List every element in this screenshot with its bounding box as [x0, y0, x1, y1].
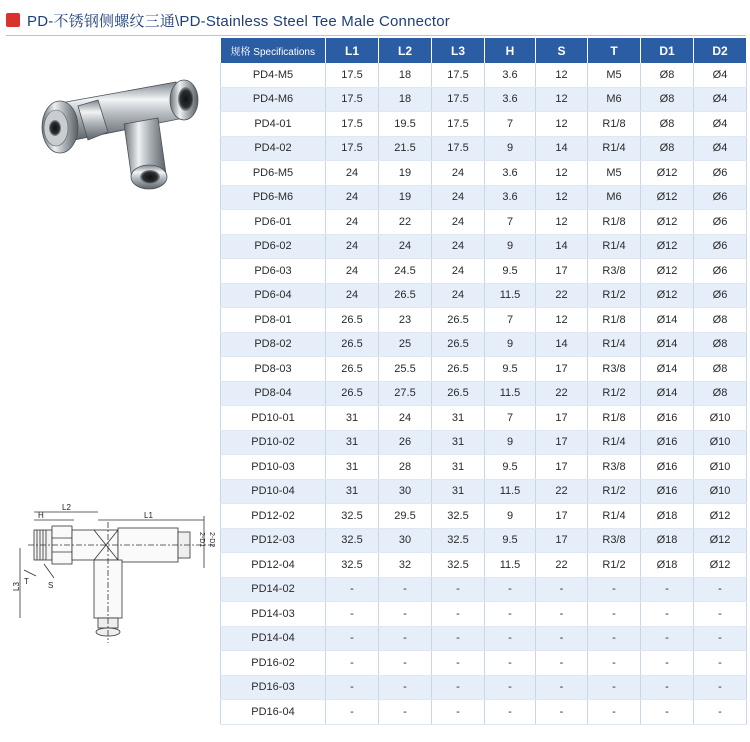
column-header: D2 [694, 38, 747, 63]
table-row [221, 479, 747, 504]
spec-value-cell: 24 [326, 161, 379, 186]
table-row [221, 553, 747, 578]
dim-l3-label: L3 [12, 582, 21, 591]
spec-value-cell: - [326, 675, 379, 700]
spec-model-cell: PD14-02 [221, 577, 326, 602]
spec-value-cell: 24 [379, 406, 432, 431]
spec-value-cell: 24 [432, 161, 485, 186]
spec-model-cell: PD6-03 [221, 259, 326, 284]
spec-value-cell: - [379, 675, 432, 700]
spec-value-cell: 7 [485, 308, 536, 333]
column-header: H [485, 38, 536, 63]
spec-value-cell: Ø8 [641, 87, 694, 112]
spec-value-cell: R1/8 [588, 406, 641, 431]
spec-value-cell: 24 [326, 259, 379, 284]
spec-model-cell: PD8-04 [221, 381, 326, 406]
spec-value-cell: 24 [432, 259, 485, 284]
spec-value-cell: M6 [588, 185, 641, 210]
spec-value-cell: 19 [379, 185, 432, 210]
spec-value-cell: - [326, 626, 379, 651]
spec-value-cell: R1/2 [588, 553, 641, 578]
spec-value-cell: R1/8 [588, 308, 641, 333]
spec-value-cell: R1/8 [588, 112, 641, 137]
spec-value-cell: 31 [326, 455, 379, 480]
spec-value-cell: 19 [379, 161, 432, 186]
spec-value-cell: - [432, 626, 485, 651]
spec-value-cell: - [641, 651, 694, 676]
spec-value-cell: 26.5 [326, 308, 379, 333]
spec-value-cell: 23 [379, 308, 432, 333]
spec-value-cell: 25 [379, 332, 432, 357]
spec-model-cell: PD16-02 [221, 651, 326, 676]
spec-value-cell: Ø4 [694, 136, 747, 161]
spec-value-cell: - [588, 651, 641, 676]
spec-value-cell: 26.5 [326, 357, 379, 382]
spec-value-cell: 25.5 [379, 357, 432, 382]
spec-value-cell: - [536, 675, 588, 700]
spec-value-cell: - [379, 651, 432, 676]
spec-value-cell: Ø18 [641, 553, 694, 578]
spec-value-cell: 9.5 [485, 528, 536, 553]
spec-value-cell: Ø16 [641, 406, 694, 431]
spec-value-cell: 22 [379, 210, 432, 235]
spec-value-cell: - [379, 602, 432, 627]
spec-value-cell: Ø14 [641, 308, 694, 333]
spec-value-cell: - [432, 577, 485, 602]
spec-model-cell: PD4-01 [221, 112, 326, 137]
spec-value-cell: - [326, 700, 379, 725]
spec-value-cell: 32.5 [432, 504, 485, 529]
spec-value-cell: 30 [379, 479, 432, 504]
column-header: L1 [326, 38, 379, 63]
spec-value-cell: 9.5 [485, 455, 536, 480]
spec-value-cell: 21.5 [379, 136, 432, 161]
spec-value-cell: 7 [485, 210, 536, 235]
dim-l2-label: L2 [62, 503, 71, 512]
table-row [221, 602, 747, 627]
spec-value-cell: - [588, 675, 641, 700]
spec-value-cell: - [536, 626, 588, 651]
spec-value-cell: R1/4 [588, 234, 641, 259]
spec-value-cell: Ø8 [641, 63, 694, 87]
spec-value-cell: - [694, 675, 747, 700]
spec-value-cell: - [379, 700, 432, 725]
title-bar [6, 8, 450, 32]
spec-value-cell: Ø12 [641, 234, 694, 259]
spec-value-cell: - [432, 700, 485, 725]
spec-value-cell: 28 [379, 455, 432, 480]
spec-model-cell: PD10-04 [221, 479, 326, 504]
spec-model-cell: PD6-M6 [221, 185, 326, 210]
spec-value-cell: 26.5 [326, 381, 379, 406]
spec-value-cell: Ø4 [694, 112, 747, 137]
spec-value-cell: - [641, 626, 694, 651]
spec-value-cell: Ø12 [641, 185, 694, 210]
spec-value-cell: M5 [588, 63, 641, 87]
table-row [221, 675, 747, 700]
spec-value-cell: - [326, 651, 379, 676]
spec-value-cell: Ø6 [694, 161, 747, 186]
table-body [221, 63, 747, 724]
spec-value-cell: - [694, 577, 747, 602]
table-row [221, 332, 747, 357]
spec-value-cell: - [326, 577, 379, 602]
spec-value-cell: 17 [536, 357, 588, 382]
column-header: T [588, 38, 641, 63]
spec-model-cell: PD10-02 [221, 430, 326, 455]
spec-value-cell: Ø18 [641, 528, 694, 553]
spec-value-cell: Ø4 [694, 87, 747, 112]
spec-value-cell: 24 [326, 185, 379, 210]
spec-value-cell: Ø10 [694, 455, 747, 480]
column-header: S [536, 38, 588, 63]
spec-value-cell: Ø10 [694, 479, 747, 504]
table-row [221, 161, 747, 186]
spec-model-cell: PD16-03 [221, 675, 326, 700]
spec-value-cell: 14 [536, 136, 588, 161]
spec-value-cell: 9 [485, 504, 536, 529]
spec-value-cell: Ø8 [694, 381, 747, 406]
spec-value-cell: 3.6 [485, 161, 536, 186]
spec-value-cell: R1/2 [588, 283, 641, 308]
spec-value-cell: 26.5 [432, 357, 485, 382]
spec-model-cell: PD6-02 [221, 234, 326, 259]
spec-value-cell: 9.5 [485, 357, 536, 382]
spec-value-cell: 22 [536, 283, 588, 308]
spec-value-cell: 31 [432, 479, 485, 504]
spec-value-cell: 17 [536, 259, 588, 284]
table-row [221, 406, 747, 431]
spec-value-cell: 31 [326, 479, 379, 504]
spec-value-cell: 17 [536, 406, 588, 431]
spec-value-cell: Ø12 [641, 161, 694, 186]
column-header: L2 [379, 38, 432, 63]
title-marker-icon [6, 13, 20, 27]
spec-value-cell: 17 [536, 455, 588, 480]
spec-value-cell: 18 [379, 63, 432, 87]
spec-value-cell: 3.6 [485, 185, 536, 210]
spec-value-cell: - [588, 700, 641, 725]
spec-model-cell: PD4-M6 [221, 87, 326, 112]
spec-value-cell: 32.5 [326, 504, 379, 529]
spec-value-cell: - [694, 602, 747, 627]
spec-value-cell: 9 [485, 136, 536, 161]
spec-value-cell: 7 [485, 112, 536, 137]
spec-value-cell: 11.5 [485, 479, 536, 504]
spec-value-cell: 3.6 [485, 87, 536, 112]
spec-value-cell: 24 [432, 283, 485, 308]
spec-value-cell: 24 [432, 210, 485, 235]
spec-value-cell: Ø12 [694, 553, 747, 578]
spec-value-cell: 22 [536, 553, 588, 578]
spec-value-cell: Ø4 [694, 63, 747, 87]
spec-value-cell: 17 [536, 504, 588, 529]
spec-value-cell: Ø14 [641, 381, 694, 406]
spec-value-cell: - [379, 577, 432, 602]
spec-value-cell: Ø12 [694, 504, 747, 529]
technical-drawing [14, 498, 220, 648]
spec-value-cell: 30 [379, 528, 432, 553]
spec-value-cell: 27.5 [379, 381, 432, 406]
table-row [221, 430, 747, 455]
spec-value-cell: 24 [432, 234, 485, 259]
spec-value-cell: 9 [485, 234, 536, 259]
dim-d1-label: 2-D1 [198, 532, 205, 548]
spec-value-cell: 24 [432, 185, 485, 210]
spec-value-cell: Ø16 [641, 479, 694, 504]
spec-value-cell: M5 [588, 161, 641, 186]
spec-value-cell: 24 [379, 234, 432, 259]
spec-value-cell: 26 [379, 430, 432, 455]
spec-value-cell: Ø14 [641, 357, 694, 382]
spec-value-cell: 14 [536, 234, 588, 259]
spec-value-cell: 26.5 [379, 283, 432, 308]
dim-s-label: S [48, 581, 54, 590]
spec-value-cell: R1/2 [588, 479, 641, 504]
spec-value-cell: R1/4 [588, 136, 641, 161]
column-header: D1 [641, 38, 694, 63]
spec-value-cell: 31 [432, 406, 485, 431]
table-row [221, 259, 747, 284]
spec-value-cell: Ø10 [694, 406, 747, 431]
spec-value-cell: 9.5 [485, 259, 536, 284]
spec-model-cell: PD6-04 [221, 283, 326, 308]
spec-value-cell: - [536, 651, 588, 676]
spec-value-cell: 12 [536, 112, 588, 137]
column-header: L3 [432, 38, 485, 63]
spec-value-cell: - [326, 602, 379, 627]
spec-value-cell: Ø6 [694, 234, 747, 259]
spec-value-cell: 26.5 [432, 332, 485, 357]
spec-value-cell: - [641, 602, 694, 627]
spec-model-cell: PD10-03 [221, 455, 326, 480]
spec-value-cell: 32.5 [432, 528, 485, 553]
spec-value-cell: 17.5 [326, 136, 379, 161]
table-row [221, 136, 747, 161]
spec-value-cell: 11.5 [485, 381, 536, 406]
spec-value-cell: 17.5 [432, 63, 485, 87]
spec-value-cell: 12 [536, 308, 588, 333]
spec-model-cell: PD10-01 [221, 406, 326, 431]
spec-value-cell: 22 [536, 381, 588, 406]
spec-value-cell: R1/2 [588, 381, 641, 406]
spec-value-cell: - [536, 700, 588, 725]
spec-value-cell: - [641, 675, 694, 700]
spec-table [220, 38, 747, 725]
spec-value-cell: - [588, 577, 641, 602]
spec-value-cell: 17 [536, 528, 588, 553]
spec-model-cell: PD4-M5 [221, 63, 326, 87]
spec-value-cell: - [641, 577, 694, 602]
spec-value-cell: 31 [432, 430, 485, 455]
spec-value-cell: 26.5 [326, 332, 379, 357]
spec-value-cell: 7 [485, 406, 536, 431]
table-row [221, 357, 747, 382]
spec-value-cell: - [432, 602, 485, 627]
spec-value-cell: R1/8 [588, 210, 641, 235]
title-divider [6, 35, 746, 36]
spec-value-cell: 24 [326, 234, 379, 259]
spec-value-cell: 17.5 [432, 87, 485, 112]
spec-model-cell: PD14-03 [221, 602, 326, 627]
spec-value-cell: Ø12 [694, 528, 747, 553]
spec-value-cell: Ø6 [694, 283, 747, 308]
spec-value-cell: - [536, 602, 588, 627]
spec-value-cell: Ø14 [641, 332, 694, 357]
spec-model-cell: PD12-04 [221, 553, 326, 578]
dim-d2-label: 2-D2 [208, 532, 215, 548]
spec-value-cell: - [485, 602, 536, 627]
spec-value-cell: - [485, 626, 536, 651]
table-row [221, 185, 747, 210]
spec-value-cell: 9 [485, 332, 536, 357]
spec-value-cell: Ø12 [641, 210, 694, 235]
spec-value-cell: Ø8 [641, 112, 694, 137]
spec-value-cell: Ø6 [694, 259, 747, 284]
spec-value-cell: R3/8 [588, 259, 641, 284]
spec-value-cell: - [485, 675, 536, 700]
spec-value-cell: Ø12 [641, 259, 694, 284]
spec-value-cell: M6 [588, 87, 641, 112]
table-header-row [221, 38, 747, 63]
spec-value-cell: 31 [326, 430, 379, 455]
table-row [221, 577, 747, 602]
spec-value-cell: 32.5 [432, 553, 485, 578]
spec-value-cell: 12 [536, 87, 588, 112]
spec-value-cell: 12 [536, 63, 588, 87]
spec-value-cell: Ø8 [694, 332, 747, 357]
page-title: PD-不锈钢侧螺纹三通\PD-Stainless Steel Tee Male Connector [27, 12, 450, 30]
spec-value-cell: 29.5 [379, 504, 432, 529]
spec-model-cell: PD8-02 [221, 332, 326, 357]
spec-value-cell: R1/4 [588, 332, 641, 357]
table-row [221, 308, 747, 333]
spec-value-cell: 19.5 [379, 112, 432, 137]
spec-value-cell: Ø16 [641, 430, 694, 455]
dim-h-label: H [38, 511, 44, 520]
product-photo [26, 62, 216, 192]
thread-end [42, 101, 78, 153]
spec-value-cell: R1/4 [588, 504, 641, 529]
spec-value-cell: 26.5 [432, 308, 485, 333]
table-row [221, 63, 747, 87]
spec-value-cell: R3/8 [588, 528, 641, 553]
spec-value-cell: - [694, 626, 747, 651]
table-row [221, 112, 747, 137]
spec-value-cell: - [485, 651, 536, 676]
spec-value-cell: 32.5 [326, 553, 379, 578]
spec-value-cell: Ø8 [694, 308, 747, 333]
table-row [221, 455, 747, 480]
spec-value-cell: - [485, 577, 536, 602]
dim-t-label: T [24, 577, 29, 586]
spec-value-cell: 3.6 [485, 63, 536, 87]
spec-value-cell: Ø16 [641, 455, 694, 480]
spec-value-cell: 11.5 [485, 283, 536, 308]
spec-value-cell: 32 [379, 553, 432, 578]
spec-value-cell: Ø6 [694, 185, 747, 210]
spec-value-cell: 17 [536, 430, 588, 455]
spec-value-cell: Ø6 [694, 210, 747, 235]
table-row [221, 381, 747, 406]
spec-model-cell: PD14-04 [221, 626, 326, 651]
table-row [221, 700, 747, 725]
spec-value-cell: R1/4 [588, 430, 641, 455]
table-row [221, 234, 747, 259]
spec-value-cell: R3/8 [588, 357, 641, 382]
spec-model-cell: PD6-01 [221, 210, 326, 235]
spec-model-cell: PD4-02 [221, 136, 326, 161]
spec-model-cell: PD8-03 [221, 357, 326, 382]
spec-model-cell: PD12-02 [221, 504, 326, 529]
spec-value-cell: - [536, 577, 588, 602]
spec-value-cell: Ø10 [694, 430, 747, 455]
table-row [221, 504, 747, 529]
spec-value-cell: 17.5 [326, 87, 379, 112]
spec-model-cell: PD8-01 [221, 308, 326, 333]
column-header: 规格 Specifications [221, 38, 326, 63]
spec-value-cell: 26.5 [432, 381, 485, 406]
spec-value-cell: - [588, 602, 641, 627]
spec-value-cell: 11.5 [485, 553, 536, 578]
spec-value-cell: Ø8 [641, 136, 694, 161]
spec-value-cell: 17.5 [326, 63, 379, 87]
spec-value-cell: Ø12 [641, 283, 694, 308]
dim-l1-label: L1 [144, 511, 153, 520]
spec-value-cell: - [485, 700, 536, 725]
spec-value-cell: 31 [432, 455, 485, 480]
spec-value-cell: 24 [326, 210, 379, 235]
spec-value-cell: 31 [326, 406, 379, 431]
spec-value-cell: 14 [536, 332, 588, 357]
spec-value-cell: - [641, 700, 694, 725]
spec-value-cell: 12 [536, 161, 588, 186]
spec-value-cell: - [432, 675, 485, 700]
spec-value-cell: 24.5 [379, 259, 432, 284]
table-row [221, 528, 747, 553]
spec-value-cell: - [588, 626, 641, 651]
table-row [221, 283, 747, 308]
spec-value-cell: - [432, 651, 485, 676]
spec-value-cell: 12 [536, 210, 588, 235]
spec-model-cell: PD6-M5 [221, 161, 326, 186]
spec-value-cell: 12 [536, 185, 588, 210]
spec-value-cell: 9 [485, 430, 536, 455]
spec-value-cell: Ø18 [641, 504, 694, 529]
spec-value-cell: 22 [536, 479, 588, 504]
spec-value-cell: 17.5 [432, 112, 485, 137]
spec-value-cell: - [379, 626, 432, 651]
spec-value-cell: 17.5 [432, 136, 485, 161]
spec-value-cell: - [694, 700, 747, 725]
table-row [221, 210, 747, 235]
spec-model-cell: PD12-03 [221, 528, 326, 553]
spec-value-cell: - [694, 651, 747, 676]
spec-value-cell: Ø8 [694, 357, 747, 382]
table-row [221, 87, 747, 112]
spec-value-cell: 24 [326, 283, 379, 308]
spec-value-cell: 32.5 [326, 528, 379, 553]
spec-value-cell: 17.5 [326, 112, 379, 137]
spec-value-cell: 18 [379, 87, 432, 112]
table-row [221, 626, 747, 651]
table-row [221, 651, 747, 676]
spec-value-cell: R3/8 [588, 455, 641, 480]
spec-model-cell: PD16-04 [221, 700, 326, 725]
